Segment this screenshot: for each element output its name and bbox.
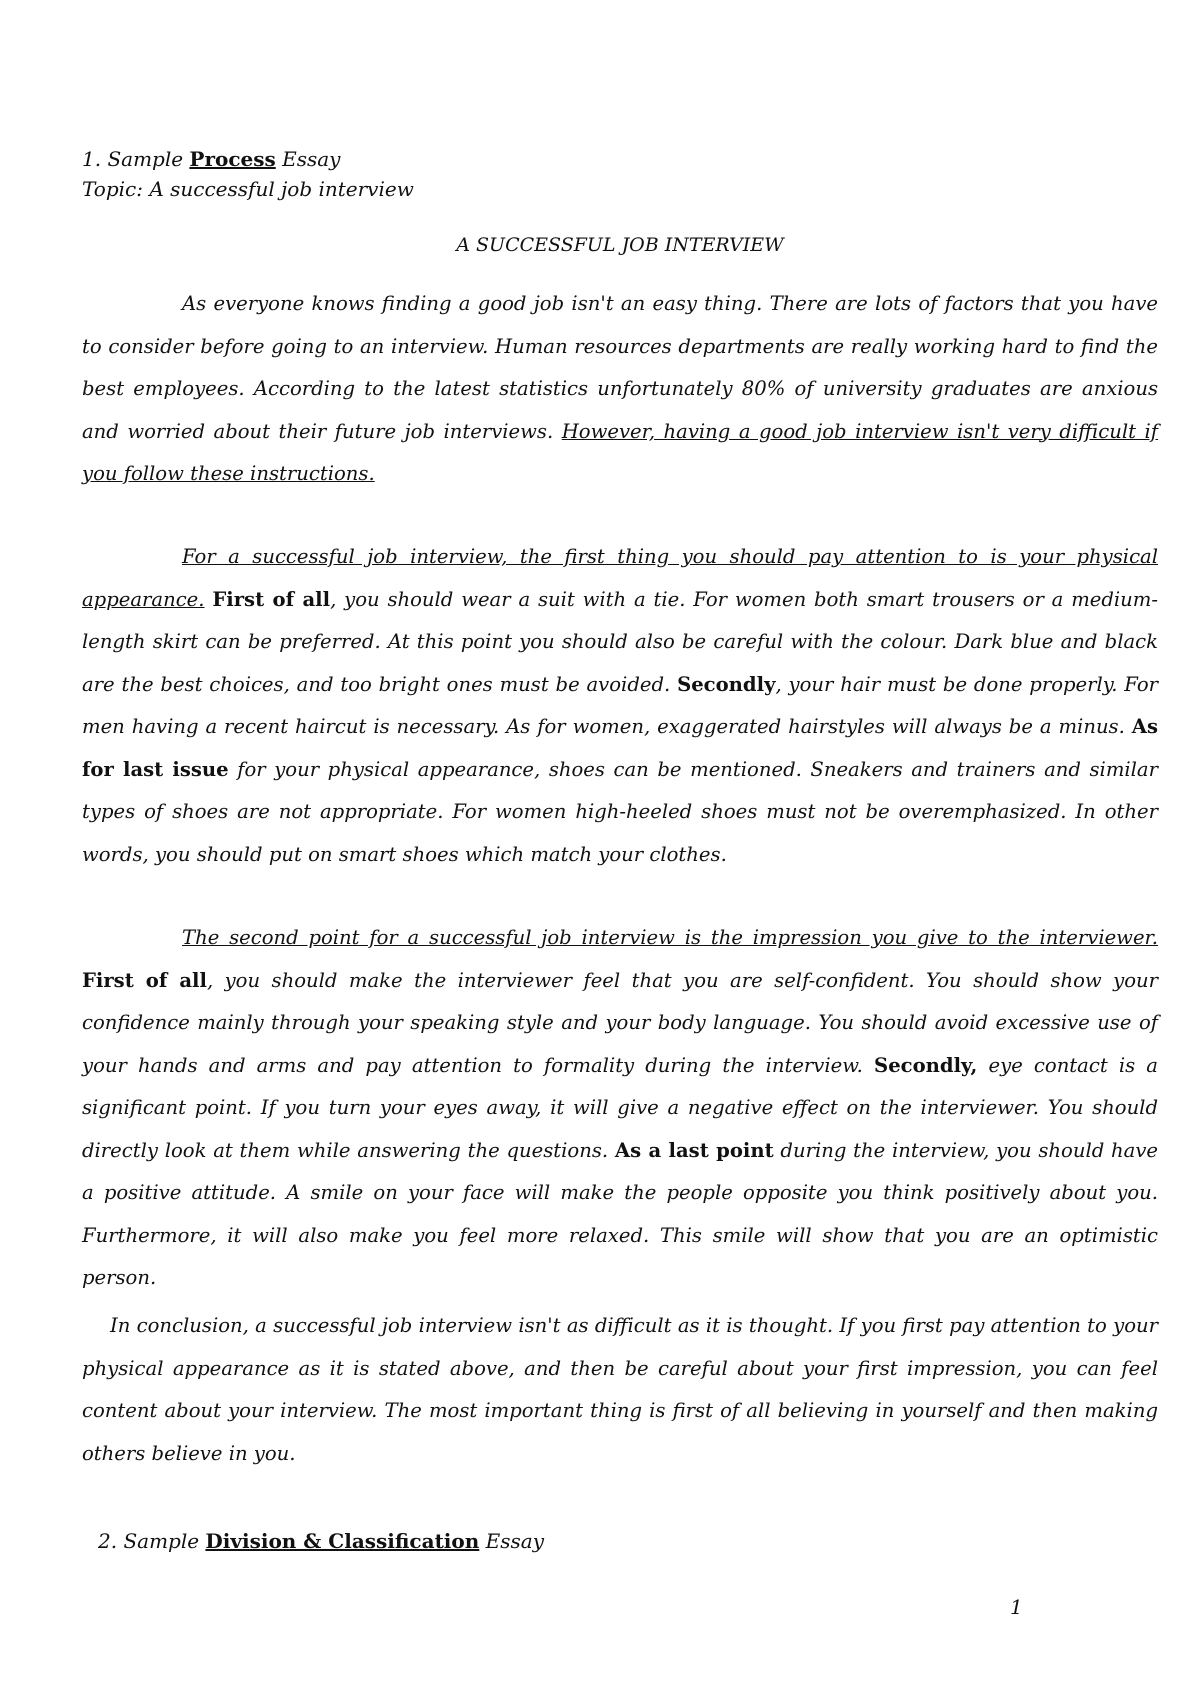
p3-text-2: eye contact is a significant point. If you turn your eyes away, it will give a negative effect on the interviewer. You should directly look at them while answering the questions. xyxy=(82,1053,1158,1162)
heading-2-prefix: 2. Sample xyxy=(98,1529,206,1553)
p2-topic-sentence: For a successful job interview, the first thing you should pay attention to is your physical appearance. xyxy=(82,545,1158,611)
p2-text-2: , your hair must be done properly. For men having a recent haircut is necessary. As for women, exaggerated hairstyles will always be a minus. xyxy=(82,672,1158,738)
section-heading-1 xyxy=(82,146,340,172)
p2-text-1: , you should wear a suit with a tie. For women both smart trousers or a medium-length skirt can be preferred. At this point you should also be careful with the colour. Dark blue and black are the best choices, and too bright ones must be avoided. xyxy=(82,587,1158,696)
heading-1-suffix: Essay xyxy=(275,147,341,171)
paragraph-impression xyxy=(82,917,1158,1300)
essay-title: A SUCCESSFUL JOB INTERVIEW xyxy=(456,234,784,256)
p1-text: As everyone knows finding a good job isn't an easy thing. There are lots of factors that you have to consider before going to an interview. Human resources departments are really working hard to find the best employees. According to the latest statistics unfortunately 80% of university graduates are anxious and worried about their future job interviews. xyxy=(82,292,1158,443)
p3-transition-3: As a last point xyxy=(614,1138,774,1162)
p3-topic-sentence: The second point for a successful job interview is the impression you give to the interviewer. xyxy=(182,926,1158,949)
p3-text-3: during the interview, you should have a positive attitude. A smile on your face will make the people opposite you think positively about you. Furthermore, it will also make you feel more relaxed. This smile will show that you are an optimistic person. xyxy=(82,1138,1159,1289)
heading-1-keyword: Process xyxy=(189,147,276,171)
heading-1-prefix: 1. Sample xyxy=(82,147,190,171)
paragraph-introduction xyxy=(82,283,1158,496)
p2-transition-2: Secondly xyxy=(677,672,776,696)
p2-text-3: for your physical appearance, shoes can be mentioned. Sneakers and trainers and similar types of shoes are not appropriate. For women high-heeled shoes must not be overemphasized. In other words, you should put on smart shoes which match your clothes. xyxy=(82,757,1158,866)
paragraph-appearance xyxy=(82,536,1158,876)
heading-2-suffix: Essay xyxy=(479,1529,545,1553)
paragraph-conclusion: In conclusion, a successful job interview isn't as difficult as it is thought. If you first pay attention to your physical appearance as it is stated above, and then be careful about your first impression, you can feel content about your interview. The most important thing is first of all believing in yourself and then making others believe in you. xyxy=(82,1314,1158,1465)
p2-transition-1: First of all xyxy=(212,587,331,611)
page-number: 1 xyxy=(1010,1595,1023,1619)
essay-topic: Topic: A successful job interview xyxy=(82,177,414,201)
p2-transition-3: As for last issue xyxy=(82,715,1158,781)
p1-thesis: However, having a good job interview isn't very difficult if you follow these instructions. xyxy=(82,419,1158,485)
p3-transition-2: Secondly, xyxy=(874,1053,978,1077)
heading-2-keyword: Division & Classification xyxy=(205,1529,480,1553)
p3-transition-1: First of all xyxy=(82,968,207,992)
section-heading-2 xyxy=(98,1528,544,1554)
p3-text-1: , you should make the interviewer feel that you are self-confident. You should show your confidence mainly through your speaking style and your body language. You should avoid excessive use of your hands and arms and pay attention to formality during the interview. xyxy=(82,968,1159,1077)
